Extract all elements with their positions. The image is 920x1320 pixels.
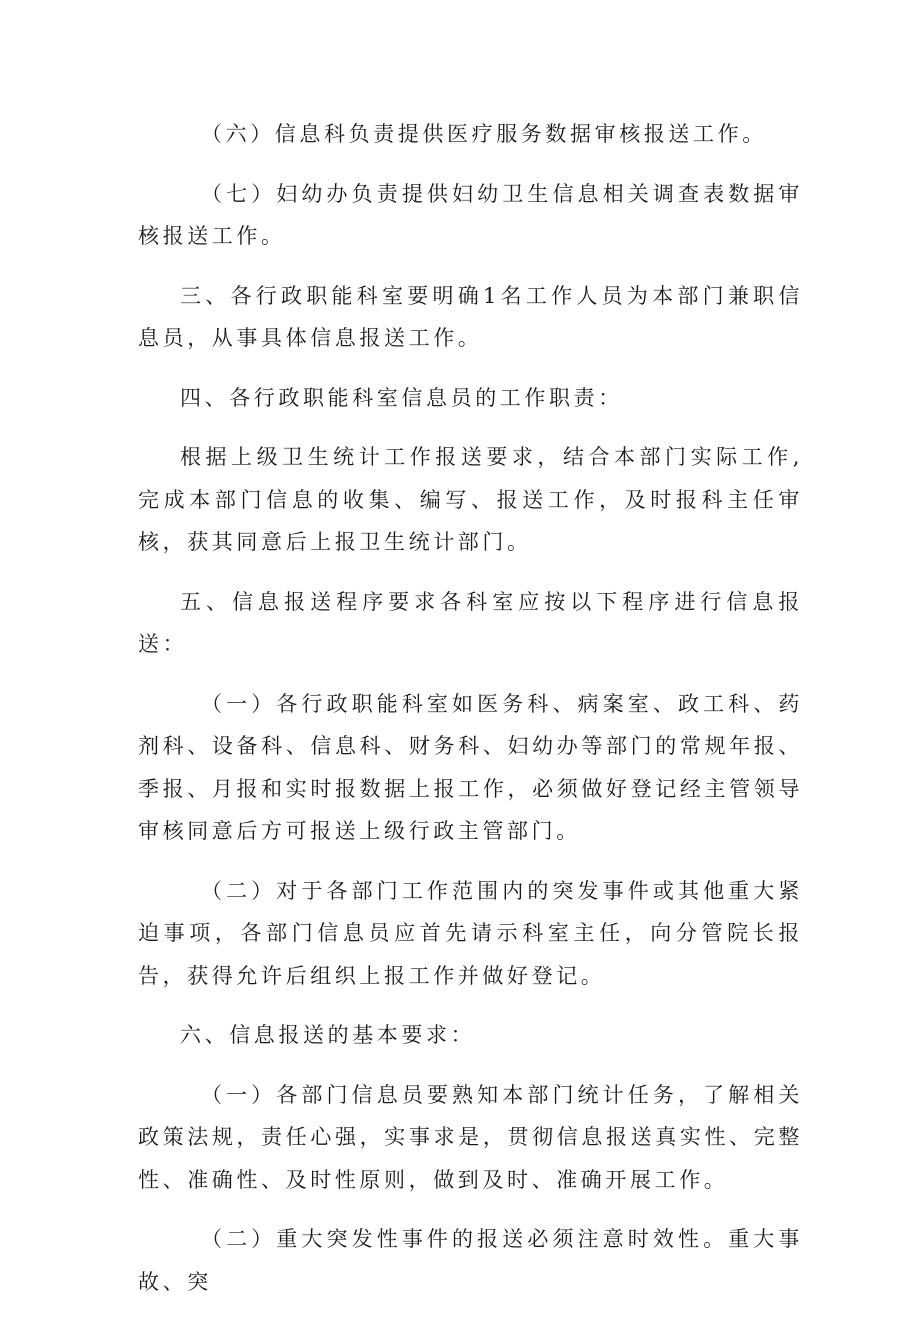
section-6-heading: 六、信息报送的基本要求： xyxy=(180,1023,476,1047)
section-6-item-2: （二）重大突发性事件的报送必须注意时效性。重大事故、突 xyxy=(138,1227,803,1294)
section-5-item-2: （二）对于各部门工作范围内的突发事件或其他重大紧迫事项，各部门信息员应首先请示科室主任，向分管院长报告，获得允许后组织上报工作并做好登记。 xyxy=(138,878,803,988)
section-3-heading: 三、各行政职能科室要明确1名工作人员为本部门兼职信息员，从事具体信息报送工作。 xyxy=(138,283,803,350)
document-body xyxy=(138,113,803,1320)
section-6-item-1: （一）各部门信息员要熟知本部门统计任务，了解相关政策法规，责任心强，实事求是，贯彻信息报送真实性、完整性、准确性、及时性原则，做到及时、准确开展工作。 xyxy=(138,1082,803,1192)
section-5-heading: 五、信息报送程序要求各科室应按以下程序进行信息报送： xyxy=(138,589,803,656)
section-4-body: 根据上级卫生统计工作报送要求，结合本部门实际工作,完成本部门信息的收集、编写、报送工作，及时报科主任审核，获其同意后上报卫生统计部门。 xyxy=(138,445,803,554)
paragraph-7-maternal-office: （七）妇幼办负责提供妇幼卫生信息相关调查表数据审核报送工作。 xyxy=(138,181,803,248)
section-5-item-1: （一）各行政职能科室如医务科、病案室、政工科、药剂科、设备科、信息科、财务科、妇幼办等部门的常规年报、季报、月报和实时报数据上报工作，必须做好登记经主管领导审核同意后方可报送上级行政主管部门。 xyxy=(138,691,803,843)
section-4-heading: 四、各行政职能科室信息员的工作职责： xyxy=(180,385,623,410)
paragraph-6-info-dept: （六）信息科负责提供医疗服务数据审核报送工作。 xyxy=(201,122,767,146)
